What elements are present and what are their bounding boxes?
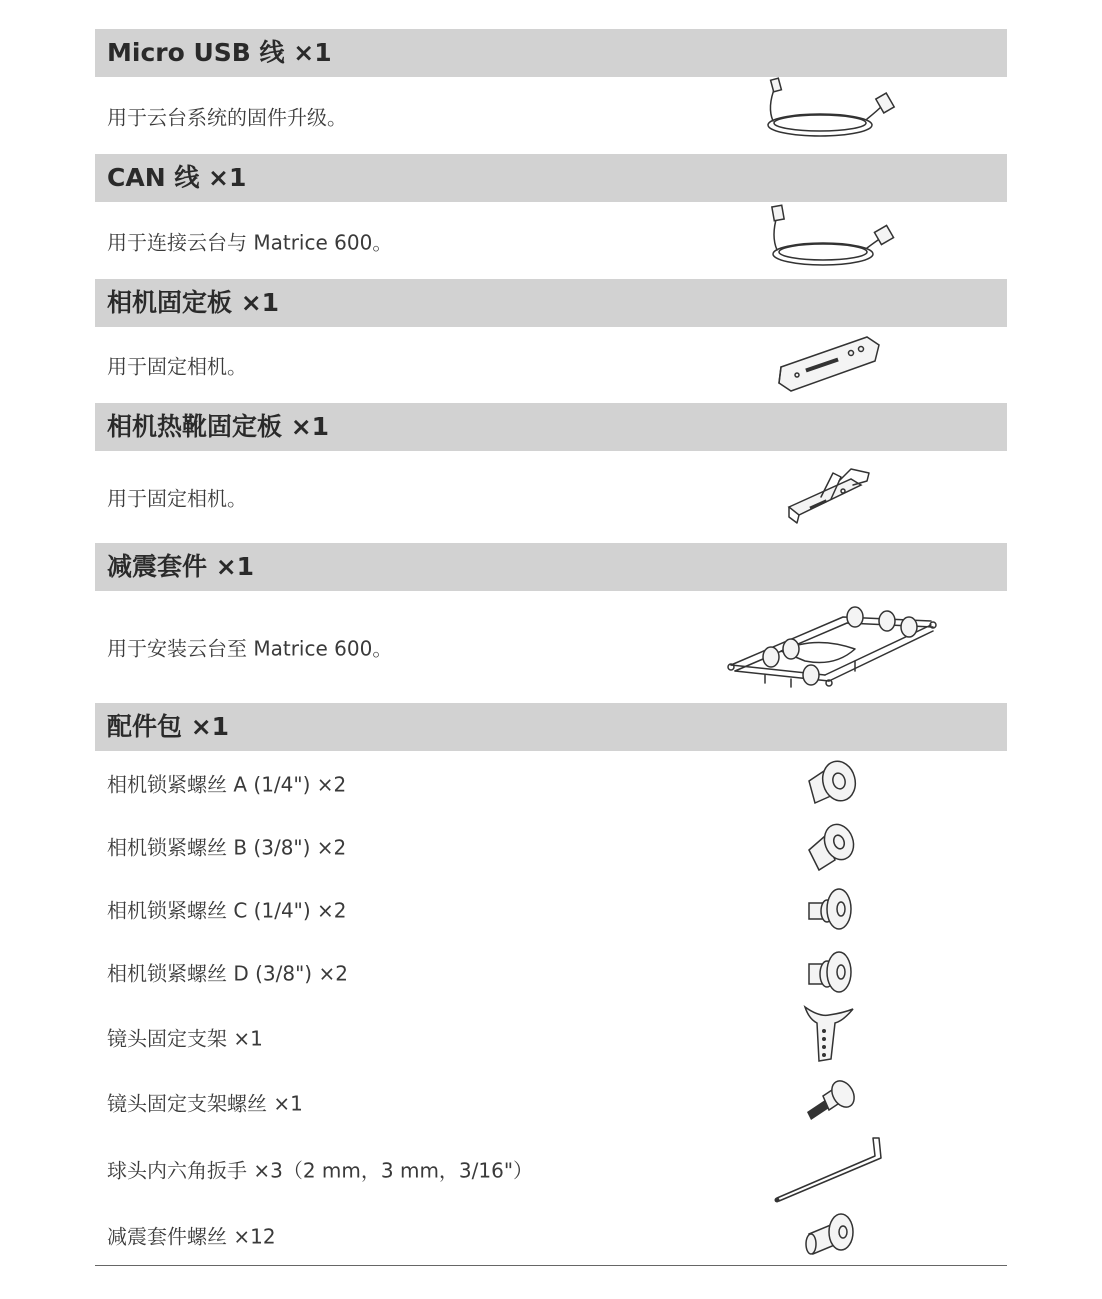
camera-plate-description: 用于固定相机。 — [107, 354, 247, 379]
kit-item-label: 相机锁紧螺丝 C (1/4") ×2 — [107, 898, 347, 922]
kit-item-screw-a — [95, 751, 1007, 814]
screw-b-icon — [801, 814, 861, 877]
lens-bracket-icon — [795, 1003, 865, 1070]
section-row-micro-usb — [95, 77, 1007, 154]
section-header-accessory-kit: 配件包 ×1 — [95, 703, 1007, 751]
damper-kit-illustration — [725, 591, 940, 703]
damper-screw-icon — [801, 1204, 861, 1265]
damper-kit-description: 用于安装云台至 Matrice 600。 — [107, 636, 393, 661]
kit-item-lens-bracket — [95, 1003, 1007, 1070]
kit-item-label: 相机锁紧螺丝 A (1/4") ×2 — [107, 772, 347, 796]
can-description: 用于连接云台与 Matrice 600。 — [107, 230, 393, 254]
kit-item-hex-wrench — [95, 1134, 1007, 1204]
section-header-damper-kit: 减震套件 ×1 — [95, 543, 1007, 591]
lens-bracket-screw-icon — [795, 1070, 865, 1134]
kit-item-screw-c — [95, 877, 1007, 940]
kit-item-lens-bracket-screw — [95, 1070, 1007, 1134]
screw-d-icon — [801, 940, 861, 1003]
section-header-can: CAN 线 ×1 — [95, 154, 1007, 202]
hotshoe-plate-illustration — [781, 451, 881, 543]
screw-a-icon — [801, 751, 861, 814]
kit-item-screw-d — [95, 940, 1007, 1003]
kit-item-label: 减震套件螺丝 ×12 — [107, 1224, 276, 1248]
section-row-damper-kit — [95, 591, 1007, 703]
kit-item-label: 相机锁紧螺丝 D (3/8") ×2 — [107, 961, 348, 985]
section-header-camera-plate: 相机固定板 ×1 — [95, 279, 1007, 327]
section-row-can — [95, 202, 1007, 279]
hex-wrench-icon — [771, 1134, 891, 1204]
kit-item-label: 球头内六角扳手 ×3（2 mm，3 mm，3/16"） — [107, 1158, 534, 1183]
section-header-hotshoe-plate: 相机热靴固定板 ×1 — [95, 403, 1007, 451]
micro-usb-description: 用于云台系统的固件升级。 — [107, 105, 347, 129]
kit-item-label: 镜头固定支架螺丝 ×1 — [107, 1091, 303, 1116]
kit-item-label: 镜头固定支架 ×1 — [107, 1026, 263, 1050]
kit-item-label: 相机锁紧螺丝 B (3/8") ×2 — [107, 835, 347, 859]
can-cable-illustration — [755, 202, 905, 279]
camera-plate-illustration — [775, 327, 885, 403]
screw-c-icon — [801, 877, 861, 940]
micro-usb-cable-illustration — [755, 77, 905, 154]
kit-item-damper-screw — [95, 1204, 1007, 1265]
section-row-hotshoe-plate — [95, 451, 1007, 543]
hotshoe-plate-description: 用于固定相机。 — [107, 486, 247, 511]
section-header-micro-usb: Micro USB 线 ×1 — [95, 29, 1007, 77]
section-row-camera-plate — [95, 327, 1007, 403]
bottom-rule — [95, 1265, 1007, 1266]
kit-item-screw-b — [95, 814, 1007, 877]
accessory-list — [95, 29, 1007, 1266]
